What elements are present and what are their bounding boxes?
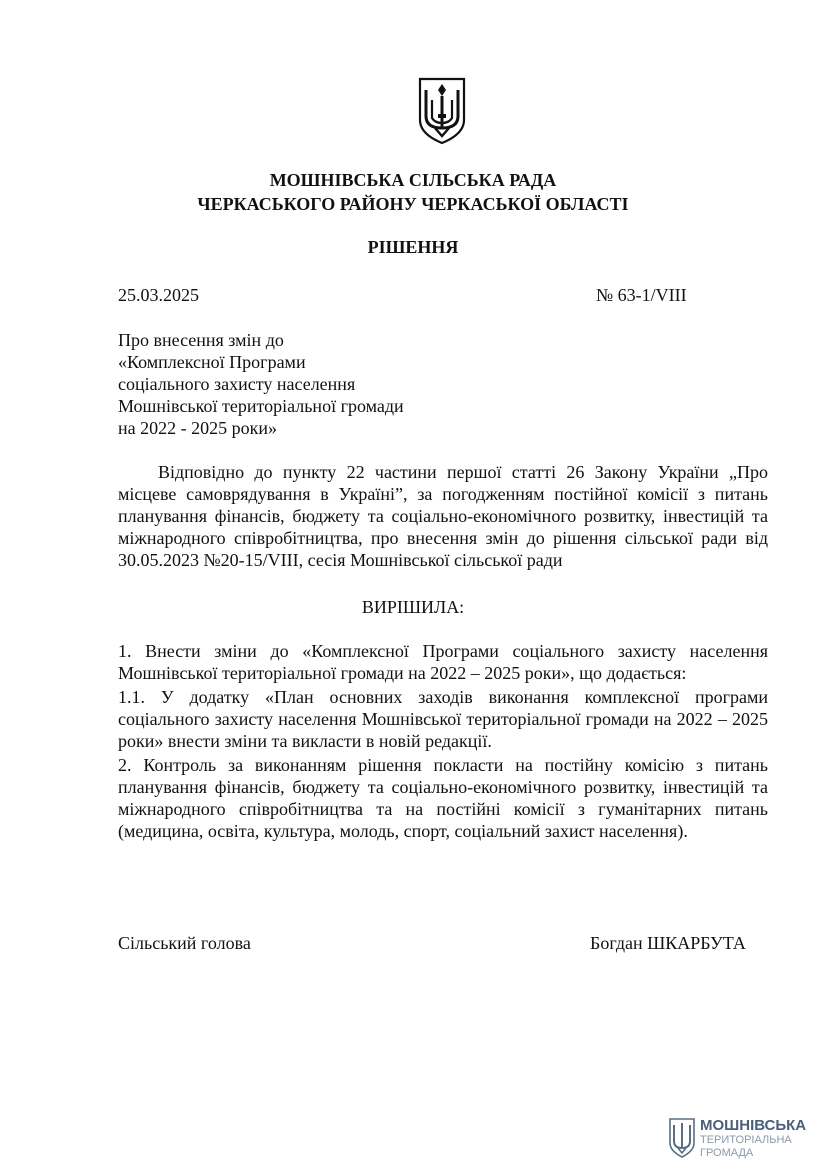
- footer-logo-subtitle: ТЕРИТОРІАЛЬНА: [700, 1134, 792, 1146]
- preamble: Відповідно до пункту 22 частини першої статті 26 Закону України „Про місцеве самоврядування в Україні”, за погодженням постійної комісії з питань планування фінансів, бюджету та соціально-економічного розвитку, інвестицій та міжнародного співробітництва, про внесення змін до рішення сільської ради від 30.05.2023 №20-15/VIII, сесія Мошнівської сільської ради: [118, 462, 768, 570]
- decision-item: 2. Контроль за виконанням рішення покласти на постійну комісію з питань планування фінансів, бюджету та соціально-економічного розвитку, інвестицій та міжнародного співробітництва та на постійні комісії з гуманітарних питань (медицина, освіта, культура, молодь, спорт, соціальний захист населення).: [118, 755, 768, 841]
- subject-line: соціального захисту населення: [118, 374, 356, 394]
- organization-region: ЧЕРКАСЬКОГО РАЙОНУ ЧЕРКАСЬКОЇ ОБЛАСТІ: [197, 194, 629, 214]
- document-date: 25.03.2025: [118, 285, 199, 305]
- decision-item: 1. Внести зміни до «Комплексної Програми соціального захисту населення Мошнівської територіальної громади на 2022 – 2025 роки», що додається:: [118, 641, 768, 683]
- signature-name: Богдан ШКАРБУТА: [590, 933, 746, 953]
- subject-line: Мошнівської територіальної громади: [118, 396, 404, 416]
- document-number: № 63-1/VIII: [596, 285, 687, 305]
- document-type: РІШЕННЯ: [367, 237, 459, 257]
- decision-item: 1.1. У додатку «План основних заходів виконання комплексної програми соціального захисту населення Мошнівської територіальної громади на 2022 – 2025 роки» внести зміни та викласти в новій редакції.: [118, 687, 768, 751]
- subject-line: «Комплексної Програми: [118, 352, 306, 372]
- coat-of-arms-icon: [417, 76, 467, 146]
- subject-line: Про внесення змін до: [118, 330, 284, 350]
- footer-logo-subtitle: ГРОМАДА: [700, 1147, 754, 1159]
- footer-logo-title: МОШНІВСЬКА: [700, 1117, 807, 1134]
- resolved-heading: ВИРІШИЛА:: [361, 597, 465, 617]
- trident-icon: [668, 1117, 696, 1159]
- signature-title: Сільський голова: [118, 933, 251, 953]
- organization-name: МОШНІВСЬКА СІЛЬСЬКА РАДА: [269, 170, 557, 190]
- subject-line: на 2022 - 2025 роки»: [118, 418, 277, 438]
